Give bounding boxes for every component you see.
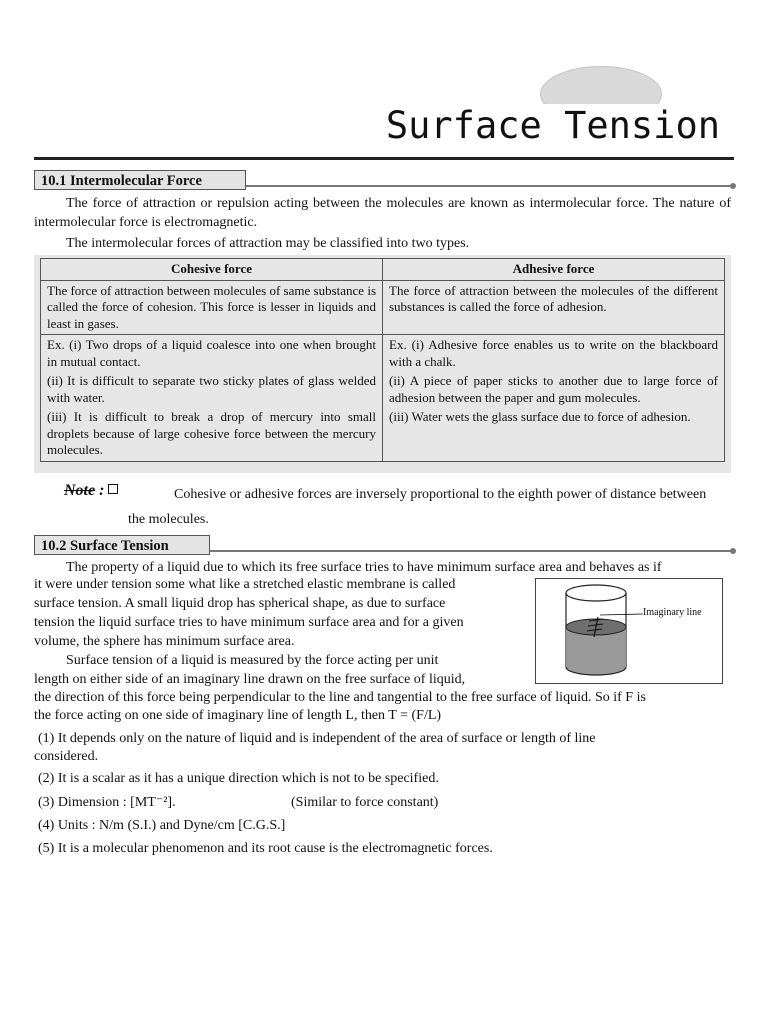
point-3: (3) Dimension : [MT⁻²].	[38, 795, 176, 810]
surface-tension-line-3: surface tension. A small liquid drop has spherical shape, as due to surface	[34, 596, 446, 611]
cohesive-example-2: (ii) It is difficult to separate two sticky plates of glass welded with water.	[47, 373, 376, 405]
intermolecular-definition: The force of attraction or repulsion acting between the molecules are known as intermolecular force. The nature of intermolecular force is electromagnetic.	[34, 196, 731, 230]
cohesive-example-3: (iii) It is difficult to break a drop of mercury into small droplets because of large cohesive force between the mercury molecules.	[47, 409, 376, 457]
section-rule	[210, 550, 732, 552]
forces-table	[40, 258, 725, 462]
point-1-line-1: (1) It depends only on the nature of liquid and is independent of the area of surface or length of line	[38, 731, 596, 746]
measurement-line-2: length on either side of an imaginary line drawn on the free surface of liquid,	[34, 672, 466, 687]
checkbox-icon	[108, 484, 118, 494]
imaginary-line-figure	[535, 578, 723, 684]
surface-tension-line-1: The property of a liquid due to which its free surface tries to have minimum surface area and behaves as if	[66, 560, 662, 575]
surface-tension-line-2: it were under tension some what like a stretched elastic membrane is called	[34, 577, 456, 592]
beaker-diagram	[536, 579, 722, 683]
table-header-cohesive: Cohesive force	[41, 259, 383, 281]
note-text-line2: the molecules.	[128, 512, 209, 527]
table-header-adhesive: Adhesive force	[383, 259, 725, 281]
point-3-note: (Similar to force constant)	[291, 795, 439, 810]
title-rule	[34, 157, 734, 160]
point-4: (4) Units : N/m (S.I.) and Dyne/cm [C.G.S.]	[38, 818, 286, 833]
table-header-row	[41, 259, 725, 281]
section-rule-dot	[730, 548, 736, 554]
forces-table-panel	[34, 255, 731, 473]
point-5: (5) It is a molecular phenomenon and its root cause is the electromagnetic forces.	[38, 841, 493, 856]
adhesive-example-3: (iii) Water wets the glass surface due to force of adhesion.	[389, 409, 691, 424]
section-heading-intermolecular-force: 10.1 Intermolecular Force	[34, 170, 246, 190]
classification-sentence: The intermolecular forces of attraction may be classified into two types.	[66, 236, 470, 251]
point-2: (2) It is a scalar as it has a unique direction which is not to be specified.	[38, 771, 439, 786]
cohesive-examples-cell	[41, 335, 383, 462]
figure-label-imaginary-line: Imaginary line	[643, 607, 702, 618]
section-rule	[246, 185, 732, 187]
adhesive-example-2: (ii) A piece of paper sticks to another due to large force of adhesion between the paper and gum molecules.	[389, 373, 718, 405]
point-1-line-2: considered.	[34, 749, 99, 764]
chapter-title: Surface Tension	[382, 104, 720, 147]
surface-tension-line-5: volume, the sphere has minimum surface area.	[34, 634, 295, 649]
table-row	[41, 335, 725, 462]
cohesive-example-1: Ex. (i) Two drops of a liquid coalesce into one when brought in mutual contact.	[47, 337, 376, 369]
adhesive-definition-cell: The force of attraction between the molecules of the different substances is called the force of adhesion.	[383, 280, 725, 335]
note-label-text: Note	[64, 482, 96, 499]
adhesive-example-1: Ex. (i) Adhesive force enables us to write on the blackboard with a chalk.	[389, 337, 718, 369]
note-colon: :	[95, 482, 105, 499]
note-text-line1: Cohesive or adhesive forces are inversely proportional to the eighth power of distance between	[174, 487, 707, 502]
adhesive-examples-cell	[383, 335, 725, 462]
table-row	[41, 280, 725, 335]
surface-tension-line-4: tension the liquid surface tries to have minimum surface area and for a given	[34, 615, 464, 630]
measurement-line-4: the force acting on one side of imaginary line of length L, then T = (F/L)	[34, 708, 442, 723]
section-heading-surface-tension: 10.2 Surface Tension	[34, 535, 210, 555]
cohesive-definition-cell: The force of attraction between molecules of same substance is called the force of cohesion. This force is lesser in liquids and least in gases.	[41, 280, 383, 335]
section-rule-dot	[730, 183, 736, 189]
measurement-line-3: the direction of this force being perpendicular to the line and tangential to the free surface of liquid. So if F is	[34, 690, 646, 705]
measurement-line-1: Surface tension of a liquid is measured by the force acting per unit	[66, 653, 439, 668]
note-label	[64, 482, 118, 500]
